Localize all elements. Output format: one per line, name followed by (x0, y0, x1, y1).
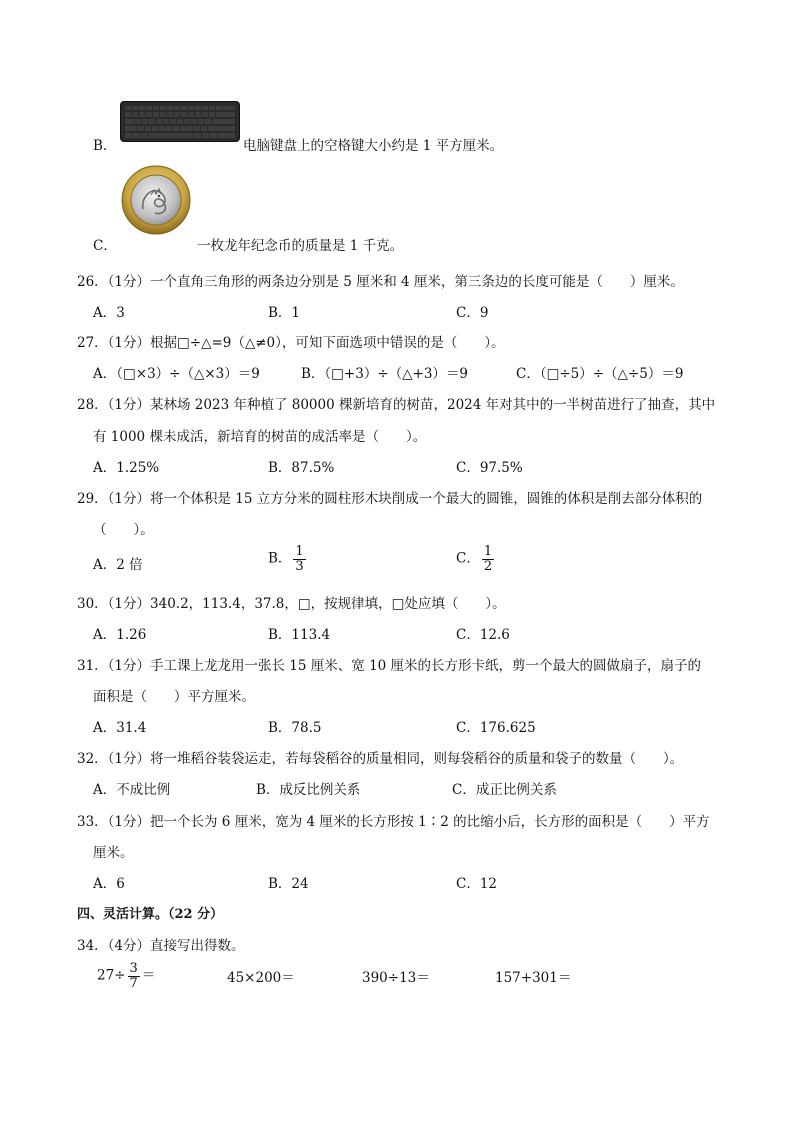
q32-option-a: A．不成比例 (93, 782, 171, 798)
q25-option-b-text: 电脑键盘上的空格键大小约是 1 平方厘米。 (243, 138, 504, 154)
q29-option-b (268, 545, 308, 573)
q30-option-c: C．12.6 (456, 627, 510, 643)
q28-stem-line1: 28．（1分）某林场 2023 年种植了 80000 棵新培育的树苗，2024 年对其中的一半树苗进行了抽查，其中 (77, 397, 716, 413)
q29-option-b-fraction (293, 545, 305, 573)
calc-prefix: 27÷ (97, 967, 126, 984)
q30-option-b: B．113.4 (268, 627, 331, 643)
fraction-denominator: 2 (483, 558, 493, 574)
q26-stem: 26．（1分）一个直角三角形的两条边分别是 5 厘米和 4 厘米，第三条边的长度可能是（ ）厘米。 (77, 274, 684, 290)
q30-option-a: A．1.26 (93, 627, 147, 643)
calc-fraction (128, 962, 140, 990)
q33-stem-line1: 33．（1分）把一个长为 6 厘米，宽为 4 厘米的长方形按 1∶2 的比缩小后，长方形的面积是（ ）平方 (77, 814, 710, 830)
q34-calc-2: 45×200＝ (227, 970, 295, 986)
q28-option-b: B．87.5% (268, 460, 335, 476)
section-heading: 四、灵活计算。（22 分） (77, 907, 224, 922)
q28-stem-line2: 有 1000 棵未成活，新培育的树苗的成活率是（ ）。 (93, 429, 427, 445)
q31-option-a: A．31.4 (93, 720, 147, 736)
q32-stem: 32．（1分）将一堆稻谷装袋运走，若每袋稻谷的质量相同，则每袋稻谷的质量和袋子的数量（ ）。 (77, 751, 684, 767)
q29-option-a: A．2 倍 (93, 557, 143, 573)
fraction-numerator: 1 (295, 544, 304, 559)
fraction-numerator: 1 (483, 544, 493, 559)
q29-option-c-letter: C． (456, 550, 480, 567)
q27-option-b: B．（□+3）÷（△+3）＝9 (301, 366, 469, 382)
q34-calc-4: 157+301＝ (495, 970, 572, 986)
q29-stem-line1: 29．（1分）将一个体积是 15 立方分米的圆柱形木块削成一个最大的圆锥，圆锥的体积是削去部分体积的 (77, 491, 703, 507)
keyboard-keys-icon (121, 102, 239, 141)
fraction-numerator: 3 (129, 961, 138, 976)
q28-option-c: C．97.5% (456, 460, 523, 476)
q26-option-b: B．1 (268, 305, 301, 321)
q34-stem: 34．（4分）直接写出得数。 (77, 938, 245, 954)
q33-option-a: A．6 (93, 876, 125, 892)
q34-calc-3: 390÷13＝ (362, 970, 430, 986)
q27-option-c: C．（□÷5）÷（△÷5）＝9 (516, 366, 684, 382)
q27-stem: 27．（1分）根据□÷△=9（△≠0），可知下面选项中错误的是（ ）。 (77, 335, 505, 351)
q25-option-b-letter: B． (93, 138, 117, 154)
q33-stem-line2: 厘米。 (93, 845, 134, 861)
q32-option-c: C．成正比例关系 (452, 782, 557, 798)
q29-stem-line2: （ ）。 (93, 522, 154, 538)
keyboard-image (120, 101, 240, 142)
q31-option-b: B．78.5 (268, 720, 322, 736)
q32-option-b: B．成反比例关系 (256, 782, 361, 798)
q26-option-a: A．3 (93, 305, 125, 321)
q29-option-b-letter: B． (268, 550, 292, 567)
q34-calc-1 (97, 962, 155, 990)
q31-stem-line1: 31．（1分）手工课上龙龙用一张长 15 厘米、宽 10 厘米的长方形卡纸，剪一个最大的圆做扇子，扇子的 (77, 658, 702, 674)
q30-stem: 30．（1分）340.2，113.4，37.8，□，按规律填，□处应填（ ）。 (77, 596, 506, 612)
q31-option-c: C．176.625 (456, 720, 536, 736)
dragon-coin-icon (121, 165, 191, 235)
q27-option-a: A．（□×3）÷（△×3）＝9 (93, 366, 260, 382)
calc-suffix: ＝ (141, 967, 156, 984)
fraction-denominator: 3 (295, 558, 304, 574)
q25-option-c-letter: C． (93, 238, 117, 254)
q28-option-a: A．1.25% (93, 460, 160, 476)
q29-option-c (456, 545, 496, 573)
q33-option-b: B．24 (268, 876, 309, 892)
q26-option-c: C．9 (456, 305, 489, 321)
q33-option-c: C．12 (456, 876, 498, 892)
q31-stem-line2: 面积是（ ）平方厘米。 (93, 689, 255, 705)
q29-option-c-fraction (482, 545, 494, 573)
q25-option-c-text: 一枚龙年纪念币的质量是 1 千克。 (197, 238, 404, 254)
fraction-denominator: 7 (129, 975, 138, 991)
